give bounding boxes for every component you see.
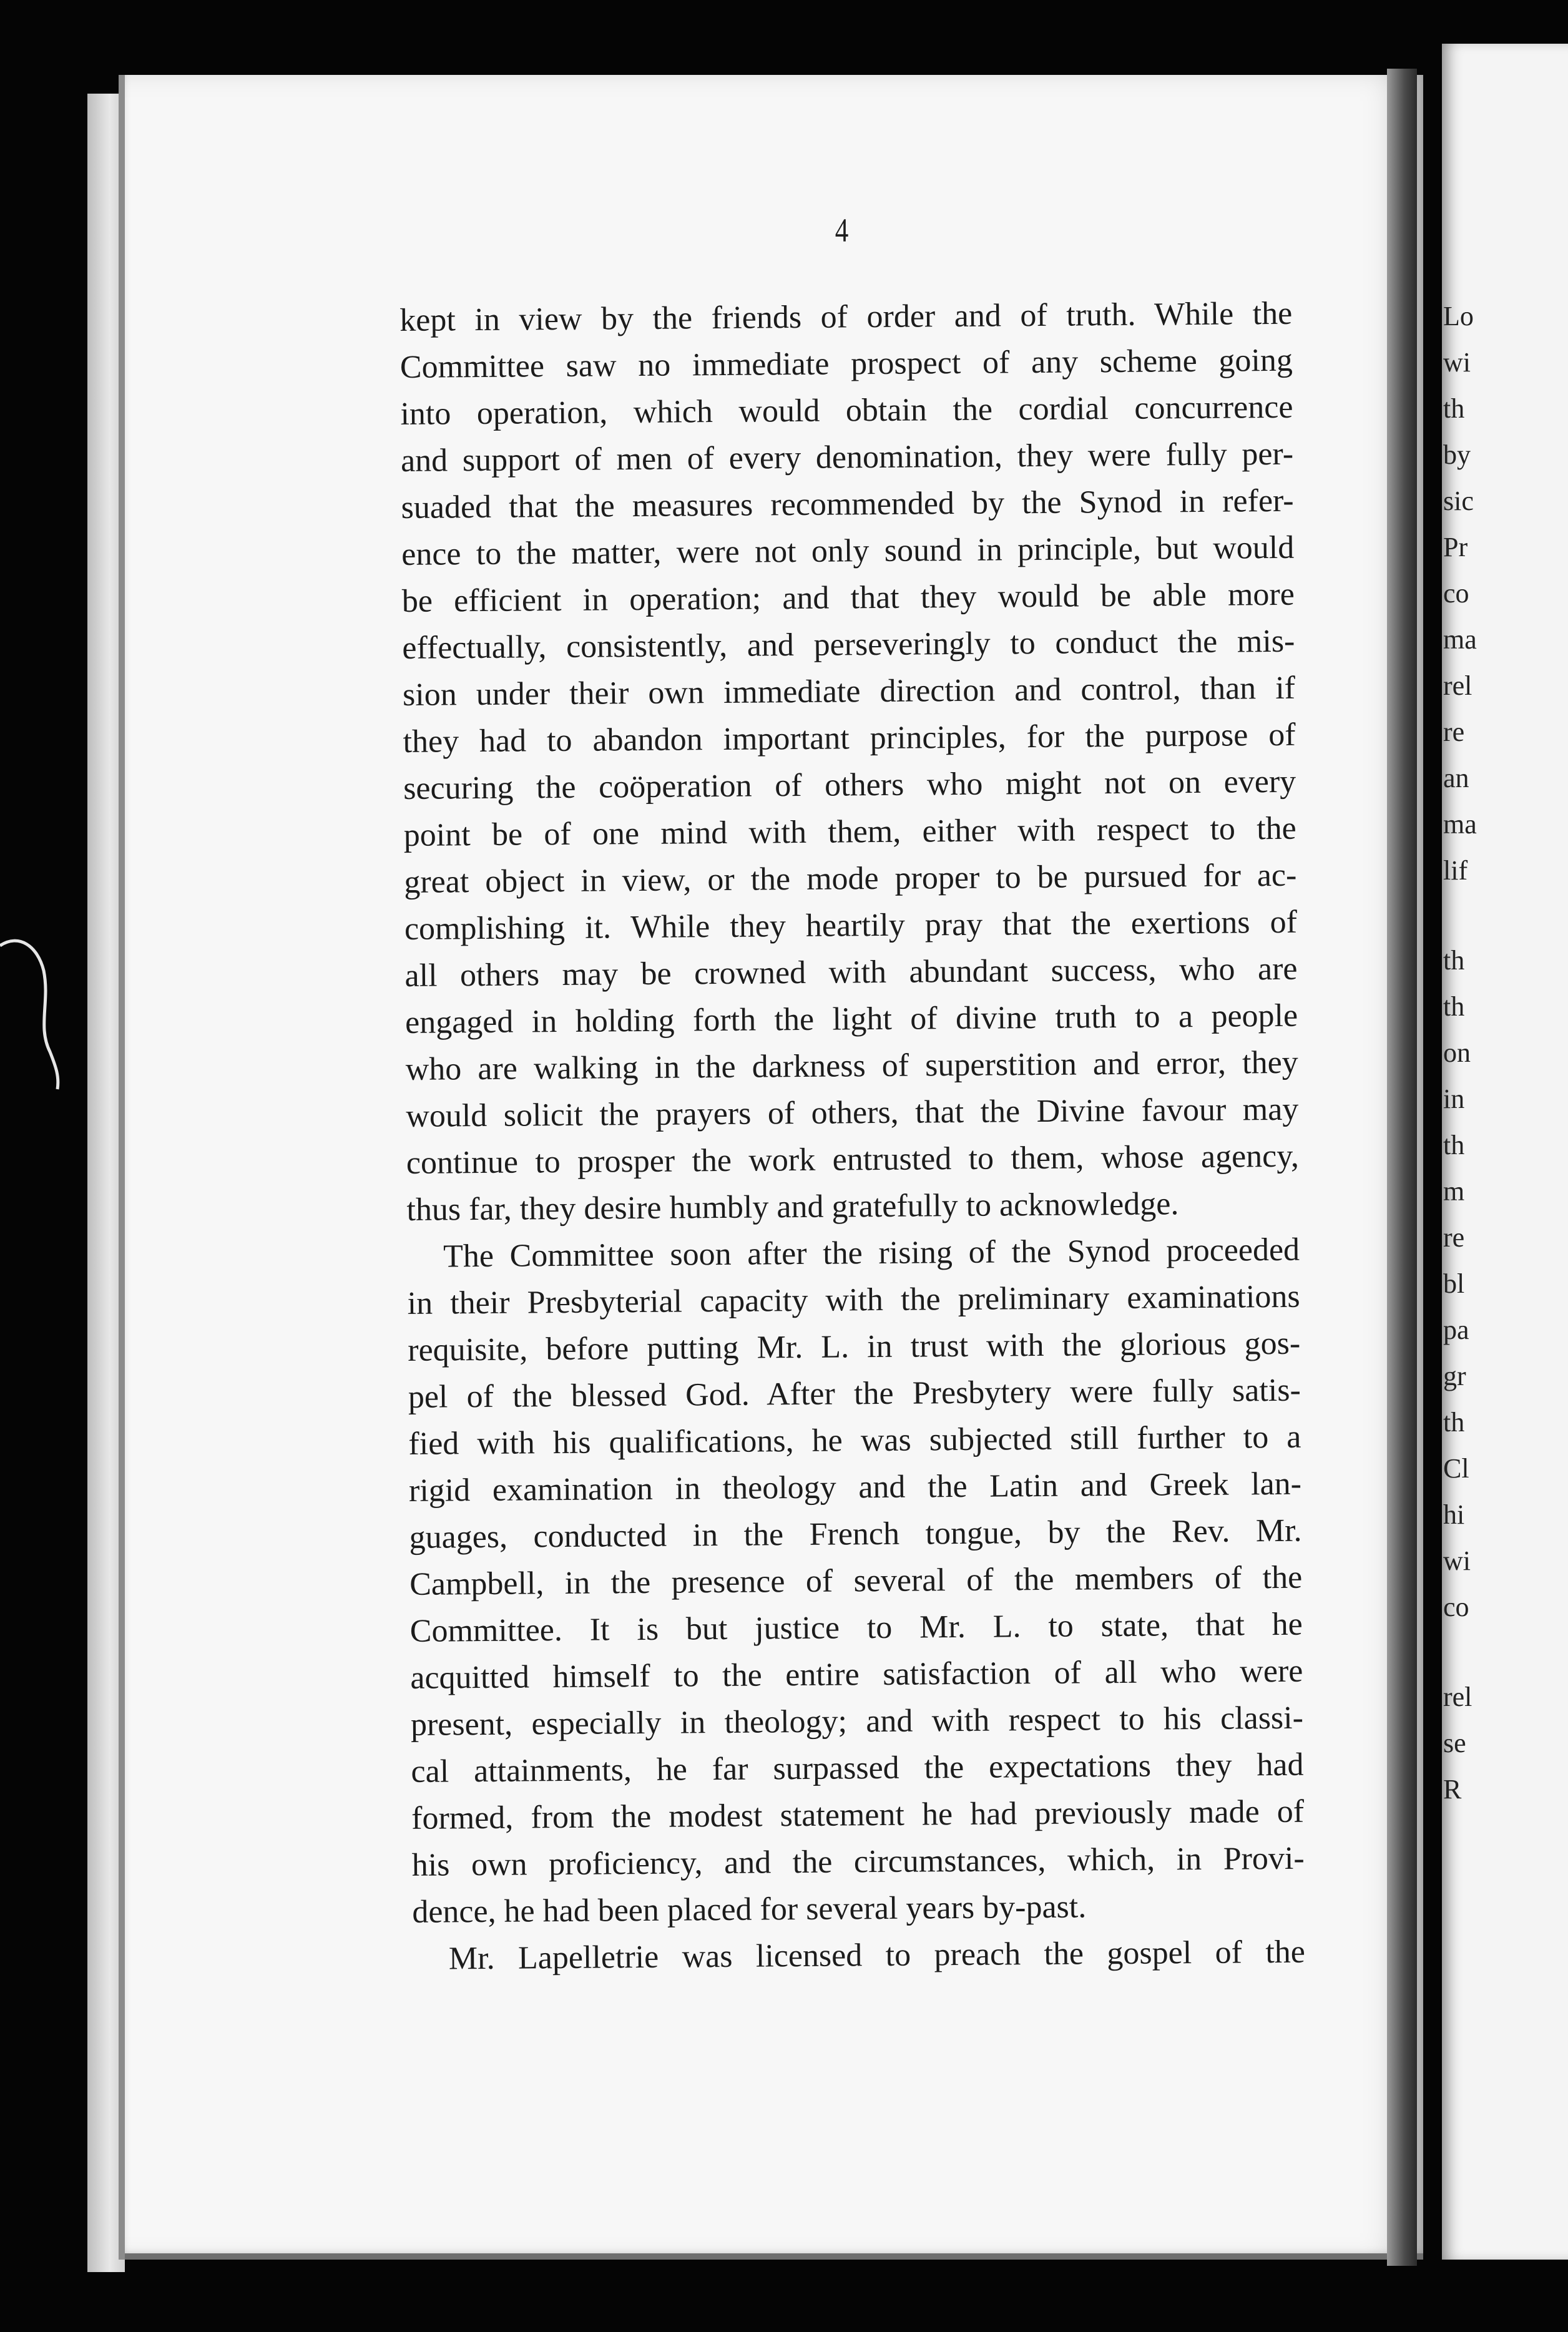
facing-page [1442, 44, 1568, 2260]
binding-thread [0, 908, 62, 1095]
text-line: cal attainments, he far surpassed the expectations they had [411, 1747, 1304, 1790]
facing-page-line-fragment: rel [1443, 670, 1472, 701]
text-line: who are walking in the darkness of superstition and error, they [405, 1044, 1298, 1087]
facing-page-line-fragment: ma [1443, 809, 1477, 840]
facing-page-line-fragment: by [1443, 439, 1471, 470]
facing-page-line-fragment: pa [1443, 1315, 1469, 1345]
text-line: guages, conducted in the French tongue, by the Rev. Mr. [409, 1512, 1302, 1555]
page-number: 4 [835, 212, 849, 249]
text-line: present, especially in theology; and with respect to his classi- [410, 1700, 1304, 1743]
text-line: Committee saw no immediate prospect of any scheme going [399, 342, 1293, 385]
facing-page-line-fragment: ma [1443, 624, 1477, 655]
facing-page-line-fragment: th [1443, 945, 1465, 976]
facing-page-line-fragment: th [1443, 393, 1465, 424]
text-line: Committee. It is but justice to Mr. L. to state, that he [409, 1606, 1303, 1649]
facing-page-line-fragment: sic [1443, 486, 1474, 516]
facing-page-line-fragment: lif [1443, 855, 1468, 886]
facing-page-line-fragment: R [1443, 1774, 1462, 1805]
text-line: be efficient in operation; and that they would be able more [401, 576, 1295, 619]
facing-page-line-fragment: th [1443, 1407, 1465, 1438]
facing-page-line-fragment: rel [1443, 1682, 1472, 1712]
page-body-text [399, 290, 1305, 1982]
text-line: pel of the blessed God. After the Presbytery were fully satis- [408, 1372, 1301, 1415]
text-line: into operation, which would obtain the cordial concurrence [400, 389, 1293, 432]
text-line: all others may be crowned with abundant success, who are [404, 951, 1298, 994]
page-gutter [1387, 69, 1417, 2266]
text-line: continue to prosper the work entrusted to them, whose agency, [406, 1138, 1300, 1181]
facing-page-line-fragment: bl [1443, 1268, 1465, 1299]
facing-page-line-fragment: re [1443, 717, 1465, 747]
text-line: fied with his qualifications, he was subjected still further to a [408, 1419, 1301, 1462]
facing-page-line-fragment: co [1443, 578, 1469, 609]
text-line: sion under their own immediate direction and control, than if [402, 670, 1296, 713]
text-line: kept in view by the friends of order and of truth. While the [399, 295, 1293, 338]
facing-page-line-fragment: hi [1443, 1499, 1465, 1530]
facing-page-line-fragment: m [1443, 1176, 1465, 1207]
facing-page-line-fragment: se [1443, 1728, 1466, 1758]
text-line: they had to abandon important principles, for the purpose of [403, 717, 1296, 760]
facing-page-line-fragment: in [1443, 1084, 1465, 1114]
text-line: The Committee soon after the rising of the Synod proceeded [443, 1232, 1300, 1275]
text-line: effectually, consistently, and perseveringly to conduct the mis- [402, 623, 1295, 666]
facing-page-line-fragment: wi [1443, 347, 1471, 378]
facing-page-line-fragment: gr [1443, 1361, 1466, 1391]
text-line: suaded that the measures recommended by the Synod in refer- [401, 483, 1294, 526]
text-line: acquitted himself to the entire satisfaction of all who were [410, 1653, 1303, 1696]
text-line: Campbell, in the presence of several of the members of the [409, 1559, 1303, 1602]
text-line: and support of men of every denomination, they were fully per- [400, 436, 1294, 479]
text-line: engaged in holding forth the light of divine truth to a people [404, 997, 1298, 1041]
text-line: complishing it. While they heartily pray that the exertions of [404, 904, 1298, 947]
facing-page-line-fragment: re [1443, 1222, 1465, 1253]
text-line: ence to the matter, were not only sound in principle, but would [401, 529, 1295, 572]
text-line: his own proficiency, and the circumstances, which, in Provi- [411, 1840, 1305, 1883]
text-line: dence, he had been placed for several years by-past. [412, 1889, 1087, 1930]
facing-page-line-fragment: an [1443, 763, 1469, 793]
text-line: rigid examination in theology and the Latin and Greek lan- [408, 1466, 1302, 1509]
facing-page-line-fragment: wi [1443, 1546, 1471, 1576]
text-line: in their Presbyterial capacity with the preliminary examinations [407, 1278, 1300, 1321]
facing-page-line-fragment: Cl [1443, 1453, 1469, 1484]
facing-page-line-fragment: Pr [1443, 532, 1468, 562]
text-line: Mr. Lapelletrie was licensed to preach the gospel of the [448, 1934, 1306, 1977]
facing-page-line-fragment: th [1443, 991, 1465, 1022]
text-line: point be of one mind with them, either with respect to the [403, 810, 1296, 853]
text-line: formed, from the modest statement he had previously made of [411, 1793, 1305, 1836]
facing-page-line-fragment: co [1443, 1592, 1469, 1622]
text-line: great object in view, or the mode proper to be pursued for ac- [404, 857, 1297, 900]
facing-page-line-fragment: on [1443, 1037, 1471, 1068]
text-line: securing the coöperation of others who might not on every [403, 763, 1296, 806]
facing-page-line-fragment: th [1443, 1130, 1465, 1160]
text-line: requisite, before putting Mr. L. in trust with the glorious gos- [408, 1325, 1301, 1368]
text-line: thus far, they desire humbly and gratefully to acknowledge. [406, 1186, 1179, 1228]
text-line: would solicit the prayers of others, that the Divine favour may [406, 1091, 1299, 1134]
facing-page-line-fragment: Lo [1443, 301, 1474, 331]
